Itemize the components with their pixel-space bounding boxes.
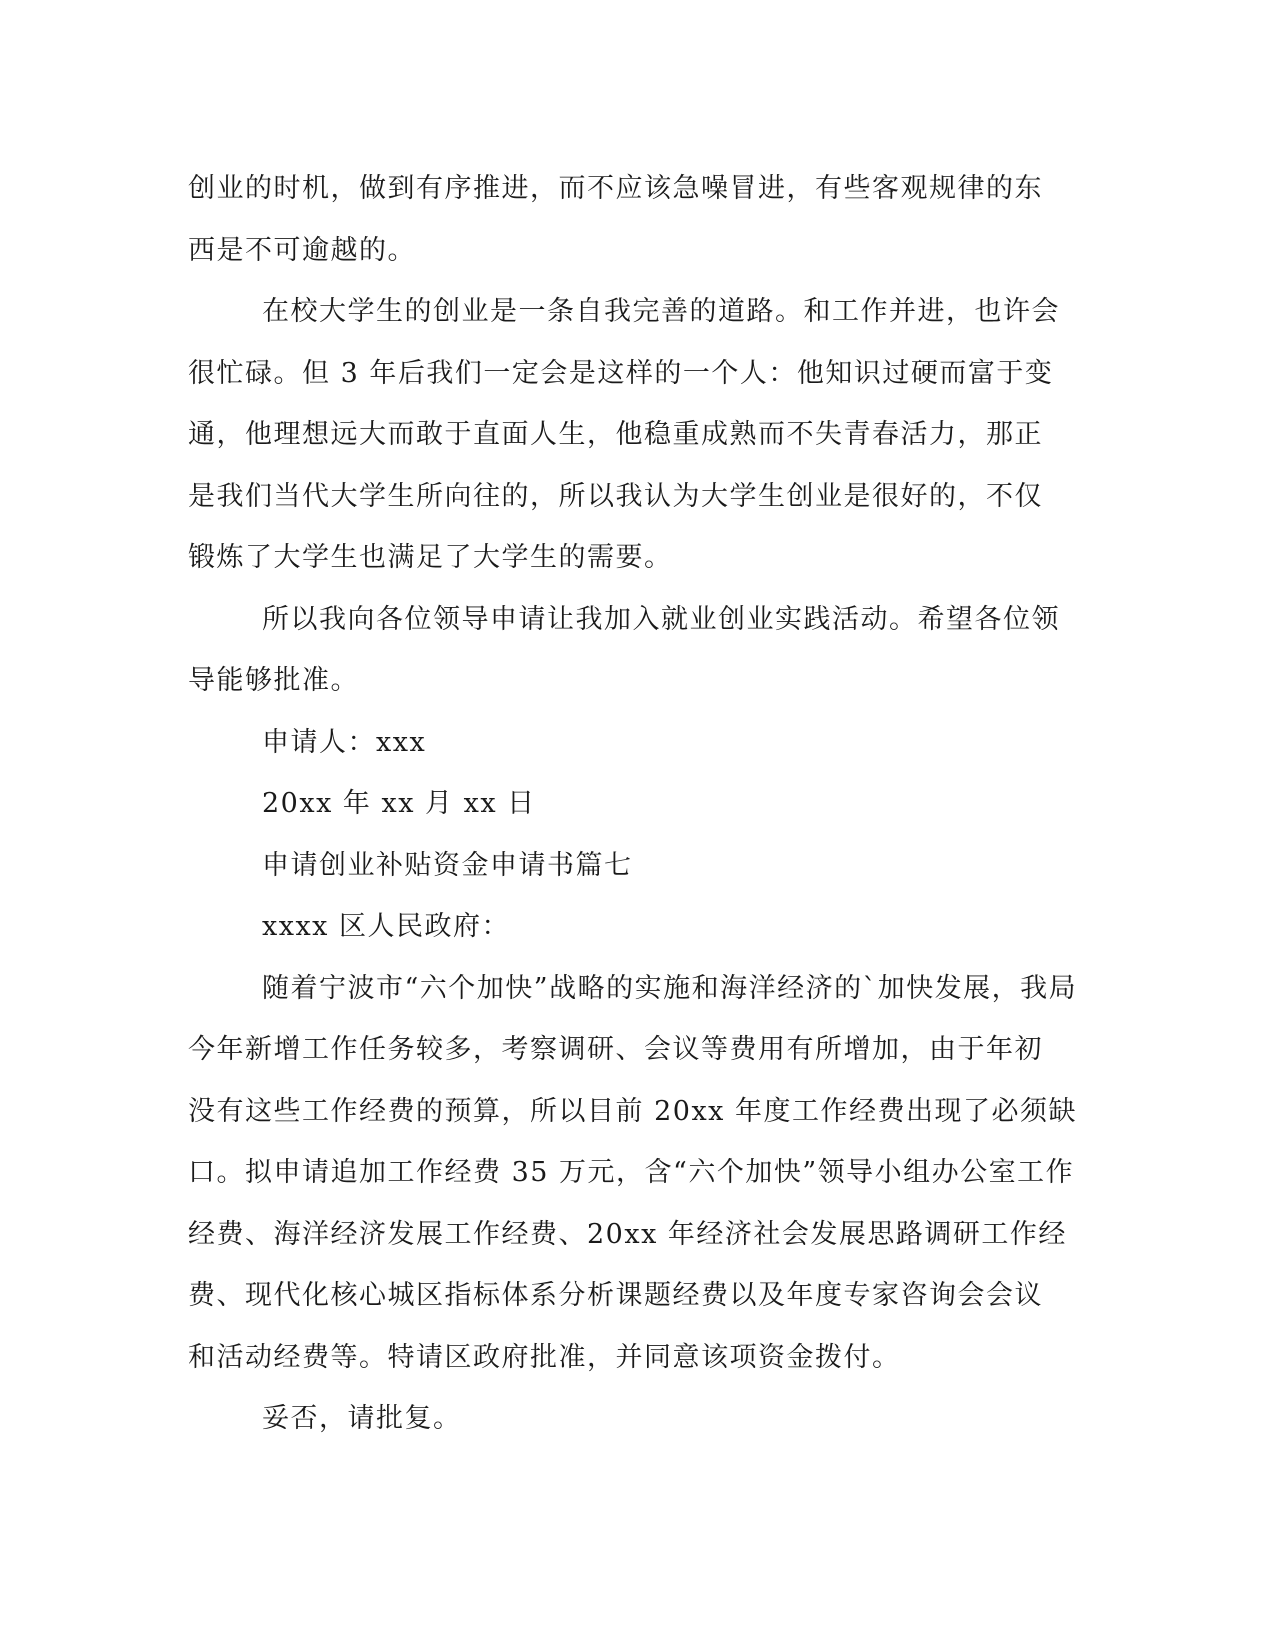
text-line: 费、现代化核心城区指标体系分析课题经费以及年度专家咨询会会议 [188,1280,1043,1311]
document-body [188,158,1078,1450]
text-line: 随着宁波市“六个加快”战略的实施和海洋经济的`加快发展，我局 [262,972,1078,1004]
paragraph [188,958,1078,1389]
text-line: 很忙碌。但 3 年后我们一定会是这样的一个人：他知识过硬而富于变 [188,357,1054,389]
text-line: 西是不可逾越的。 [188,234,416,266]
text-line: 申请创业补贴资金申请书篇七 [262,849,633,881]
text-line: 在校大学生的创业是一条自我完善的道路。和工作并进，也许会 [262,296,1060,327]
paragraph [188,712,1078,774]
text-line: 20xx 年 xx 月 xx 日 [262,788,536,819]
paragraph [188,589,1078,712]
text-line: 创业的时机，做到有序推进，而不应该急噪冒进，有些客观规律的东 [188,173,1043,204]
text-line: 没有这些工作经费的预算，所以目前 20xx 年度工作经费出现了必须缺 [188,1095,1077,1127]
paragraph [188,158,1078,281]
text-line: 所以我向各位领导申请让我加入就业创业实践活动。希望各位领 [262,603,1060,635]
text-line: 导能够批准。 [188,665,359,696]
text-line: xxxx 区人民政府： [262,911,510,942]
text-line: 是我们当代大学生所向往的，所以我认为大学生创业是很好的，不仅 [188,480,1043,512]
text-line: 和活动经费等。特请区政府批准，并同意该项资金拨付。 [188,1341,901,1373]
text-line: 经费、海洋经济发展工作经费、20xx 年经济社会发展思路调研工作经 [188,1218,1067,1250]
paragraph [188,1388,1078,1450]
text-line: 通，他理想远大而敢于直面人生，他稳重成熟而不失青春活力，那正 [188,419,1043,450]
text-line: 今年新增工作任务较多，考察调研、会议等费用有所增加，由于年初 [188,1034,1043,1065]
paragraph [188,896,1078,958]
text-line: 申请人：xxx [262,726,427,758]
paragraph [188,281,1078,589]
paragraph [188,835,1078,897]
paragraph [188,773,1078,835]
text-line: 口。拟申请追加工作经费 35 万元，含“六个加快”领导小组办公室工作 [188,1157,1075,1188]
text-line: 锻炼了大学生也满足了大学生的需要。 [188,542,673,573]
text-line: 妥否，请批复。 [262,1403,462,1434]
